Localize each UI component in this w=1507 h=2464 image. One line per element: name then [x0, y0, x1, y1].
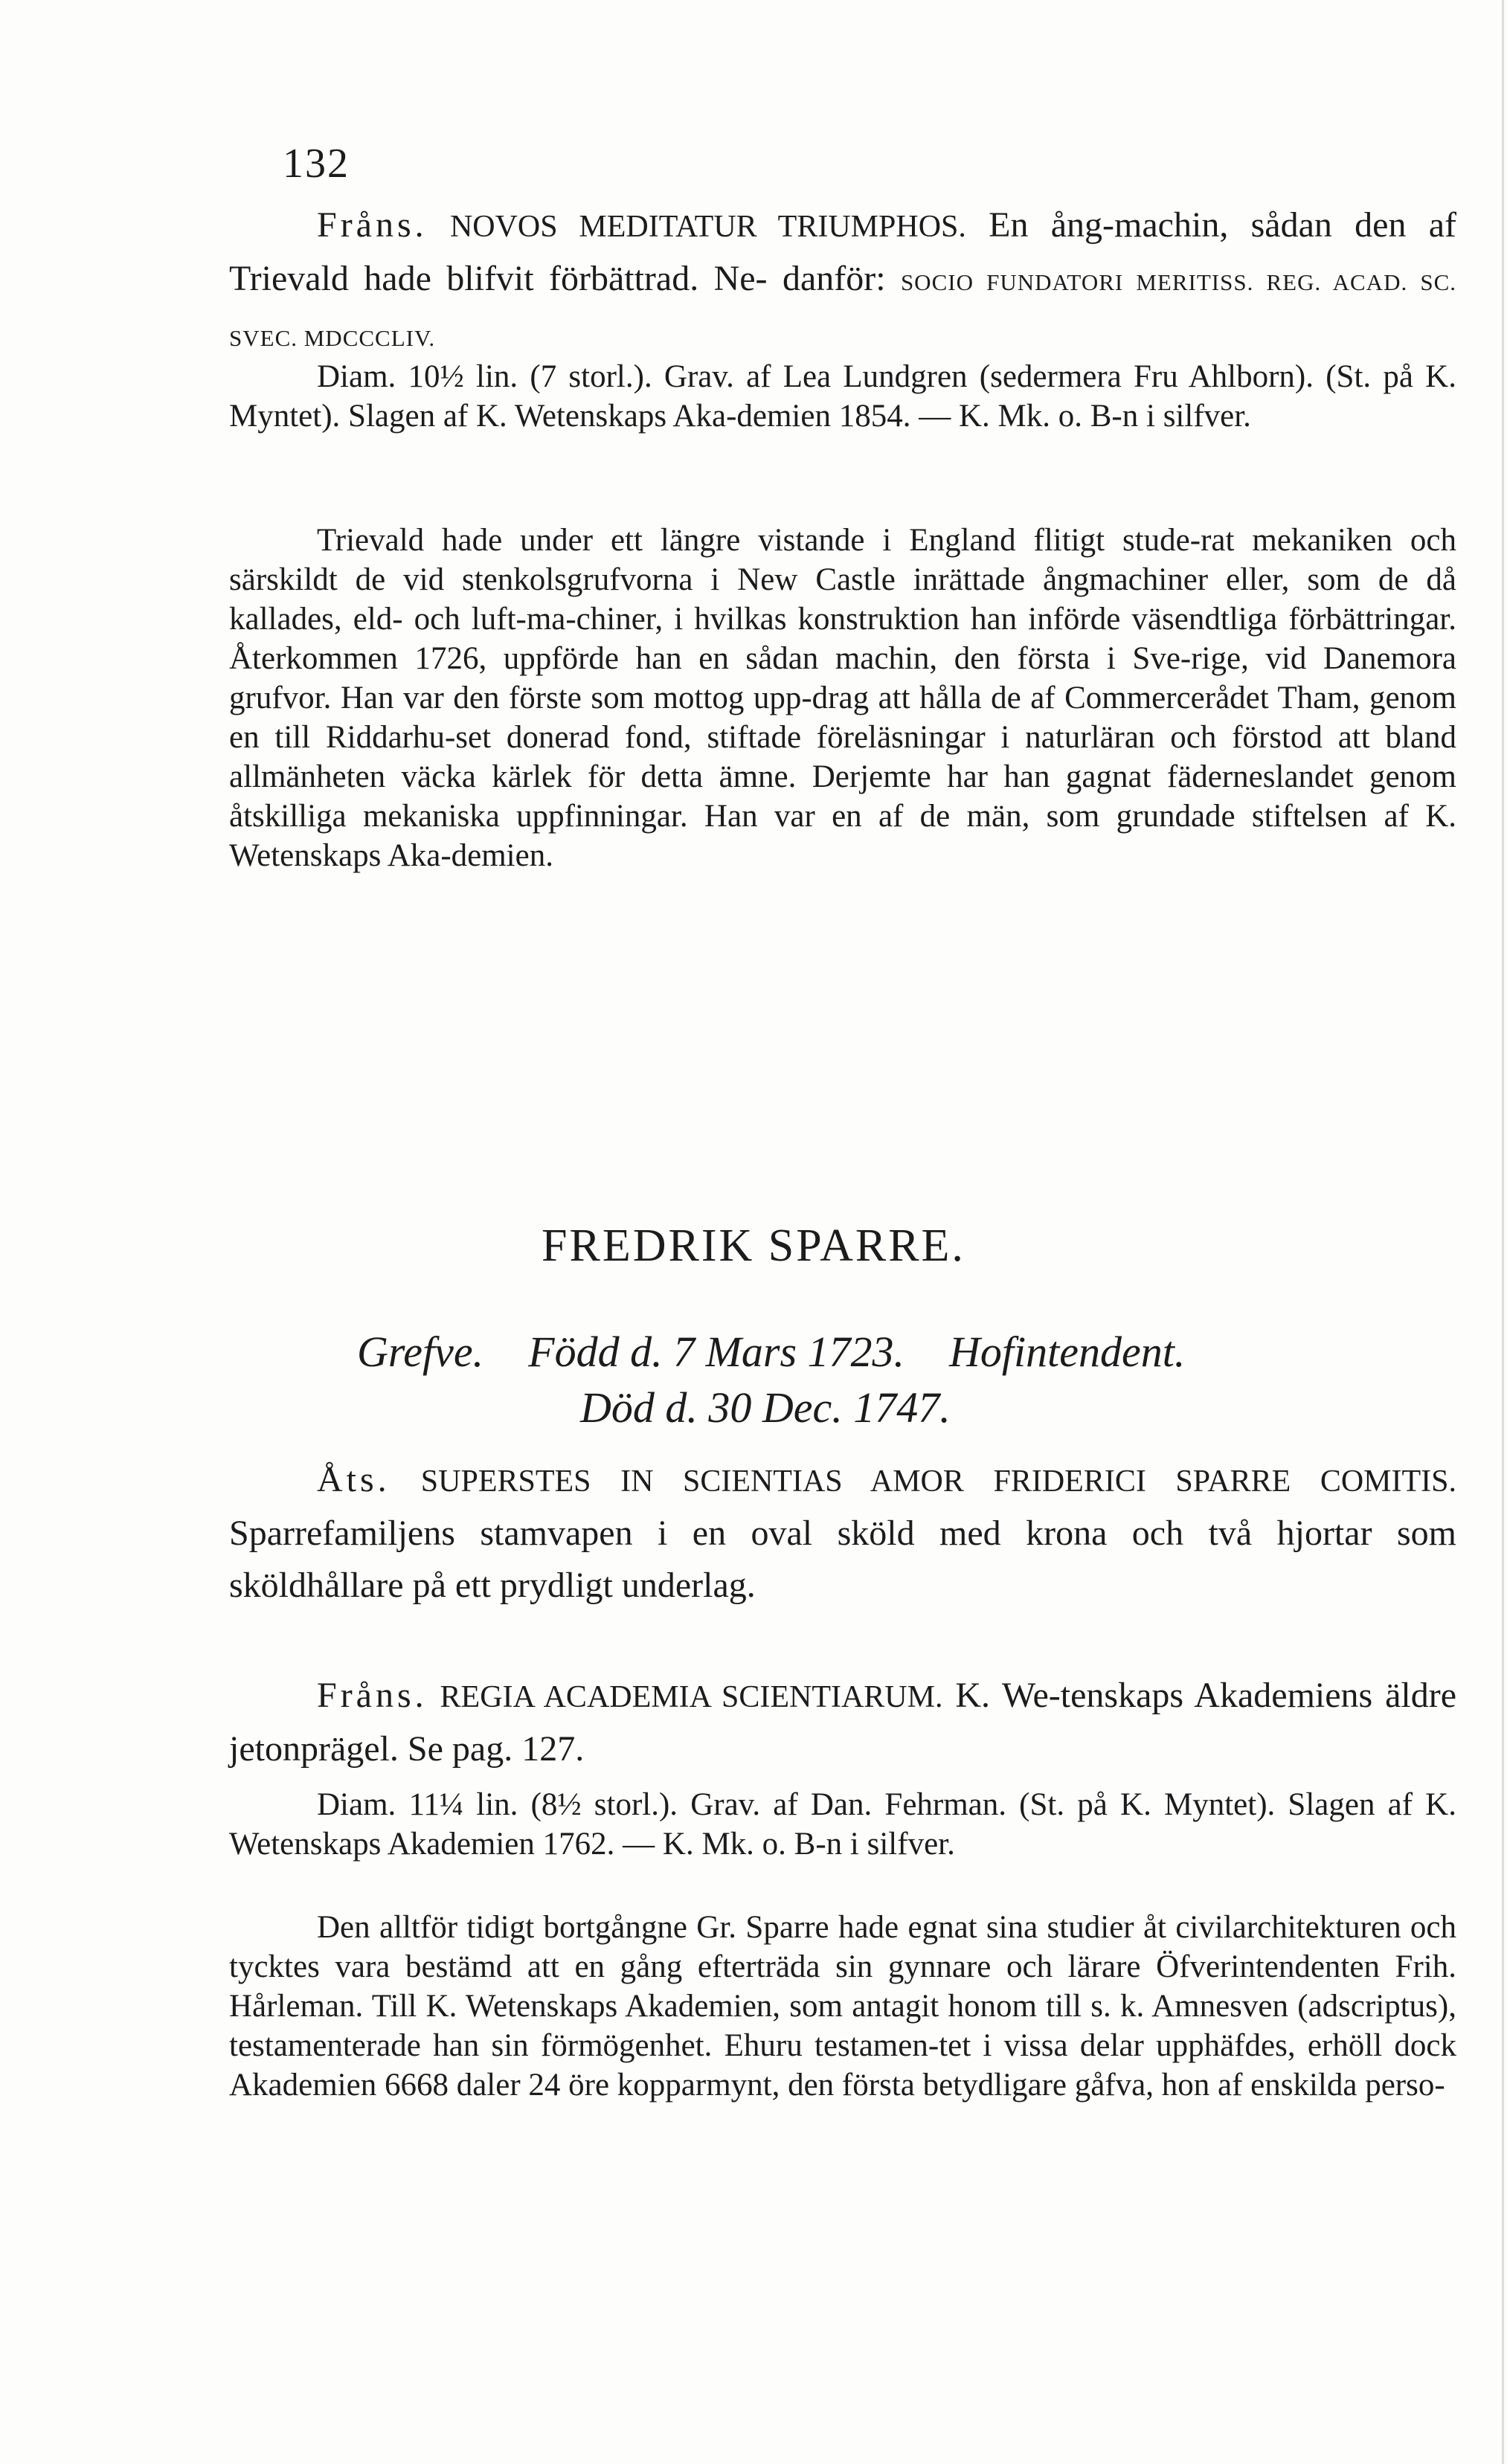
frans-label-2: Fråns.: [317, 1676, 428, 1715]
reverse-description: En ång-machin, sådan den af Trievald hade blifvit förbättrad. Ne-: [229, 205, 1456, 298]
entry-trievald-details: [229, 357, 1456, 436]
entry-sparre-details: [229, 1785, 1456, 1864]
reverse-paragraph: [229, 1670, 1456, 1775]
obverse-legend: SUPERSTES IN SCIENTIAS AMOR FRIDERICI SPARRE COMITIS.: [420, 1464, 1457, 1499]
reverse-inscription-paragraph: [229, 199, 1456, 364]
title-rank: Grefve.: [357, 1328, 484, 1376]
page-number: 132: [283, 141, 350, 187]
death-date: Död d. 30 Dec. 1747.: [580, 1383, 951, 1432]
entry-sparre-reverse: [229, 1670, 1456, 1775]
obverse-description: Sparrefamiljens stamvapen i en oval sköld med krona och två hjortar som sköldhållare på ett prydligt underlag.: [229, 1514, 1456, 1605]
office-title: Hofintendent.: [949, 1328, 1186, 1376]
entry-trievald-biography: [229, 521, 1456, 875]
entry-sparre-obverse: [229, 1454, 1456, 1612]
reverse-legend: NOVOS MEDITATUR TRIUMPHOS.: [449, 210, 966, 244]
entry-sparre-biography: [229, 1908, 1456, 2105]
birth-date: Född d. 7 Mars 1723.: [528, 1328, 905, 1376]
medal-description-2: Diam. 11¼ lin. (8½ storl.). Grav. af Dan. Fehrman. (St. på K. Myntet). Slagen af K. Wetenskaps Akademien 1762. — K. Mk. o. B-n i silfver.: [229, 1787, 1456, 1862]
biography-paragraph-2: Den alltför tidigt bortgångne Gr. Sparre hade egnat sina studier åt civilarchitekturen och tycktes vara bestämd att en gång efterträda sin gynnare och lärare Öfverintendenten Frih. Hårleman. Till K. Wetenskaps Akademien, som antagit honom till s. k. Amnesven (adscriptus), testamenterade han sin förmögenhet. Ehuru testamen-tet i vissa delar upphäfdes, erhöll dock Akademien 6668 daler 24 öre kopparmynt, den första betydligare gåfva, hon af enskilda perso-: [229, 1910, 1456, 2103]
danfor-label: danför:: [782, 259, 886, 298]
reverse-legend-2: REGIA ACADEMIA SCIENTIARUM.: [440, 1680, 943, 1714]
ats-label: Åts.: [317, 1460, 391, 1499]
exergue-legend: SOCIO FUNDATORI MERITISS. REG. ACAD. SC. SVEC. MDCCCLIV.: [229, 269, 1457, 351]
entry-subtitle-line1: [357, 1325, 1421, 1379]
reverse-description-2: K. We-tenskaps Akademiens äldre jetonprägel. Se pag. 127.: [229, 1676, 1457, 1769]
obverse-paragraph: [229, 1454, 1456, 1612]
biography-paragraph: Trievald hade under ett längre vistande i England flitigt stude-rat mekaniken och särskildt de vid stenkolsgrufvorna i New Castle inrättade ångmachiner eller, som de då kallades, eld- och luft-ma-chiner, i hvilkas konstruktion han införde väsendtliga förbättringar. Återkommen 1726, uppförde han en sådan machin, den första i Sve-rige, vid Danemora grufvor. Han var den förste som mottog upp-drag att hålla de af Commercerådet Tham, genom en till Riddarhu-set donerad fond, stiftade föreläsningar i naturläran och förstod att bland allmänheten väcka kärlek för detta ämne. Derjemte har han gagnat fäderneslandet genom åtskilliga mekaniska uppfinningar. Han var en af de män, som grundade stiftelsen af K. Wetenskaps Aka-demien.: [229, 523, 1456, 873]
frans-label: Fråns.: [317, 205, 428, 245]
entry-heading: FREDRIK SPARRE.: [542, 1220, 965, 1271]
entry-trievald-reverse: [229, 199, 1456, 364]
medal-description: Diam. 10½ lin. (7 storl.). Grav. af Lea Lundgren (sedermera Fru Ahlborn). (St. på K. Myntet). Slagen af K. Wetenskaps Aka-demien 1854. — K. Mk. o. B-n i silfver.: [229, 359, 1456, 434]
